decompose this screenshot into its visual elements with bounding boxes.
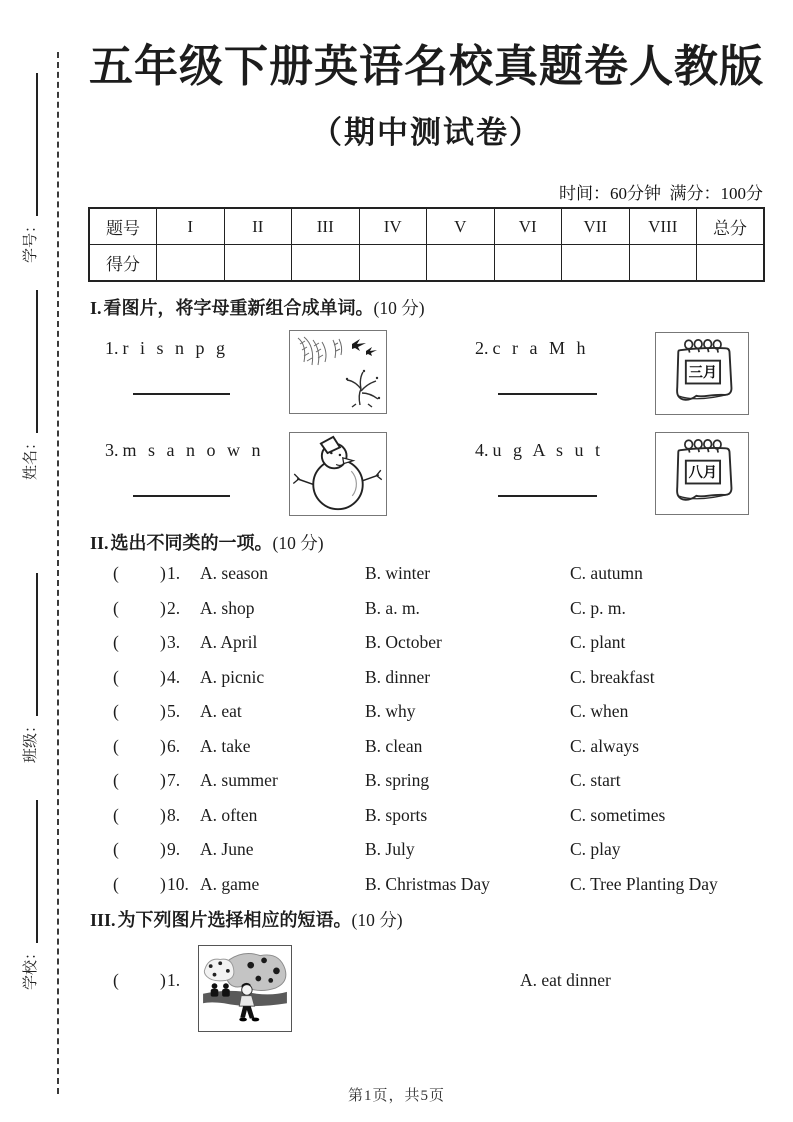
scrambled-letters: r i s n p g — [122, 338, 229, 358]
section2-score: (10 分) — [272, 533, 324, 553]
section2-number: II. — [90, 533, 109, 553]
option-b: B. winter — [365, 563, 431, 583]
score-cell — [292, 245, 360, 282]
answer-paren-close: ) — [160, 632, 166, 652]
answer-paren-close: ) — [160, 667, 166, 687]
option-c: C. p. m. — [570, 598, 626, 618]
spring-willow-birds-illustration — [292, 333, 384, 411]
august-calendar-illustration — [658, 435, 746, 512]
answer-paren-open: ( — [113, 805, 119, 825]
score-cell — [697, 245, 765, 282]
school-blank-line — [36, 800, 38, 943]
option-b: B. sports — [365, 805, 428, 825]
row-number: 6. — [167, 736, 181, 756]
row-number: 1. — [167, 563, 181, 583]
option-c: C. play — [570, 839, 621, 859]
snowman-illustration — [292, 435, 384, 513]
calendar-month-label: 三月 — [688, 364, 718, 381]
answer-paren-close: ) — [160, 770, 166, 790]
option-a: A. take — [200, 736, 251, 756]
item-number: 3. — [105, 440, 119, 460]
answer-paren-open: ( — [113, 770, 119, 790]
exam-subtitle: （期中测试卷） — [311, 115, 542, 150]
col-VI: VI — [494, 208, 562, 245]
answer-paren-open: ( — [113, 563, 119, 583]
answer-paren-open: ( — [113, 970, 119, 990]
calendar-august-image — [655, 432, 749, 515]
row-number: 7. — [167, 770, 181, 790]
option-b: B. spring — [365, 770, 430, 790]
col-total: 总分 — [697, 208, 765, 245]
s1-item-4 — [475, 440, 604, 461]
row-number: 8. — [167, 805, 181, 825]
row-number: 3. — [167, 632, 181, 652]
item-number: 4. — [475, 440, 489, 460]
option-c: C. Tree Planting Day — [570, 874, 718, 894]
s1-item-1 — [105, 338, 229, 359]
option-c: C. plant — [570, 632, 626, 652]
answer-paren-open: ( — [113, 874, 119, 894]
class-blank-line — [36, 573, 38, 716]
option-c: C. autumn — [570, 563, 643, 583]
scrambled-letters: c r a M h — [492, 338, 589, 358]
item-number: 2. — [475, 338, 489, 358]
option-a: A. eat dinner — [520, 970, 611, 990]
page-footer: 第1页，共5页 — [347, 1088, 445, 1104]
option-a: A. April — [200, 632, 258, 652]
s2-row-6 — [88, 736, 765, 758]
option-b: B. July — [365, 839, 415, 859]
answer-blank-line — [498, 495, 597, 497]
section1-score: (10 分) — [373, 298, 425, 318]
answer-paren-open: ( — [113, 736, 119, 756]
option-b: B. dinner — [365, 667, 431, 687]
school-label: 学校： — [23, 944, 39, 990]
option-a: A. shop — [200, 598, 255, 618]
s1-item-2 — [475, 338, 589, 359]
s2-row-3 — [88, 632, 765, 654]
row-number: 2. — [167, 598, 181, 618]
score-cell — [494, 245, 562, 282]
snowman-image — [289, 432, 387, 516]
s3-row-1 — [88, 970, 765, 992]
col-VIII: VIII — [629, 208, 697, 245]
answer-paren-close: ) — [160, 736, 166, 756]
name-label: 姓名： — [23, 434, 39, 480]
option-a: A. season — [200, 563, 269, 583]
option-a: A. picnic — [200, 667, 265, 687]
row-number: 4. — [167, 667, 181, 687]
answer-paren-open: ( — [113, 598, 119, 618]
exam-title: 五年级下册英语名校真题卷人教版 — [89, 42, 764, 91]
march-calendar-illustration — [658, 335, 746, 412]
answer-paren-close: ) — [160, 563, 166, 583]
answer-paren-open: ( — [113, 701, 119, 721]
answer-paren-close: ) — [160, 598, 166, 618]
class-label: 班级： — [23, 717, 39, 763]
answer-paren-close: ) — [160, 701, 166, 721]
score-table-score-row — [89, 245, 764, 282]
col-VII: VII — [562, 208, 630, 245]
section2-title: 选出不同类的一项。 — [110, 533, 273, 553]
row-number: 1. — [167, 970, 181, 990]
s2-row-2 — [88, 598, 765, 620]
section1-heading — [90, 294, 425, 320]
binding-dashed-line — [57, 52, 59, 1094]
option-c: C. when — [570, 701, 629, 721]
answer-paren-open: ( — [113, 667, 119, 687]
answer-blank-line — [133, 393, 230, 395]
section3-heading — [90, 906, 403, 932]
option-a: A. often — [200, 805, 258, 825]
calendar-march-image — [655, 332, 749, 415]
answer-blank-line — [133, 495, 230, 497]
option-b: B. Christmas Day — [365, 874, 490, 894]
option-a: A. June — [200, 839, 254, 859]
col-II: II — [224, 208, 292, 245]
sidebar-field-student-id — [19, 73, 41, 263]
col-I: I — [157, 208, 225, 245]
answer-paren-close: ) — [160, 805, 166, 825]
section3-number: III. — [90, 910, 116, 930]
score-table-header-row — [89, 208, 764, 245]
answer-paren-close: ) — [160, 874, 166, 894]
s1-item-3 — [105, 440, 264, 461]
option-b: B. why — [365, 701, 416, 721]
s2-row-4 — [88, 667, 765, 689]
item-number: 1. — [105, 338, 119, 358]
s2-row-9 — [88, 839, 765, 861]
sidebar-field-name — [19, 290, 41, 480]
col-V: V — [427, 208, 495, 245]
option-b: B. October — [365, 632, 442, 652]
answer-paren-open: ( — [113, 632, 119, 652]
s2-row-1 — [88, 563, 765, 585]
score-cell — [157, 245, 225, 282]
col-III: III — [292, 208, 360, 245]
score-cell — [359, 245, 427, 282]
score-cell — [562, 245, 630, 282]
score-row-label: 得分 — [89, 245, 157, 282]
question-number-header: 题号 — [89, 208, 157, 245]
option-c: C. breakfast — [570, 667, 655, 687]
section3-title: 为下列图片选择相应的短语。 — [117, 910, 352, 930]
option-a: A. game — [200, 874, 260, 894]
calendar-month-label: 八月 — [688, 464, 718, 481]
picnic-illustration — [201, 948, 289, 1029]
section3-score: (10 分) — [351, 910, 403, 930]
name-blank-line — [36, 290, 38, 433]
option-c: C. start — [570, 770, 621, 790]
option-a: A. summer — [200, 770, 278, 790]
student-id-label: 学号： — [23, 217, 39, 263]
s2-row-8 — [88, 805, 765, 827]
s2-row-10 — [88, 874, 765, 896]
score-table — [88, 207, 765, 282]
row-number: 9. — [167, 839, 181, 859]
option-c: C. sometimes — [570, 805, 666, 825]
picnic-scene-image — [198, 945, 292, 1032]
spring-scene-image — [289, 330, 387, 414]
scrambled-letters: m s a n o w n — [122, 440, 264, 460]
time-score-info: 时间：60分钟 满分：100分 — [559, 184, 763, 203]
answer-blank-line — [498, 393, 597, 395]
option-b: B. clean — [365, 736, 423, 756]
answer-paren-open: ( — [113, 839, 119, 859]
col-IV: IV — [359, 208, 427, 245]
exam-content — [88, 0, 765, 1122]
row-number: 5. — [167, 701, 181, 721]
section1-number: I. — [90, 298, 102, 318]
answer-paren-close: ) — [160, 970, 166, 990]
sidebar-field-class — [19, 573, 41, 763]
s2-row-5 — [88, 701, 765, 723]
sidebar-field-school — [19, 800, 41, 990]
answer-paren-close: ) — [160, 839, 166, 859]
student-id-blank-line — [36, 73, 38, 216]
s2-row-7 — [88, 770, 765, 792]
option-c: C. always — [570, 736, 640, 756]
section2-heading — [90, 529, 324, 555]
score-cell — [224, 245, 292, 282]
scrambled-letters: u g A s u t — [492, 440, 604, 460]
option-b: B. a. m. — [365, 598, 420, 618]
score-cell — [629, 245, 697, 282]
option-a: A. eat — [200, 701, 242, 721]
score-cell — [427, 245, 495, 282]
row-number: 10. — [167, 874, 189, 894]
section1-title: 看图片，将字母重新组合成单词。 — [103, 298, 374, 318]
